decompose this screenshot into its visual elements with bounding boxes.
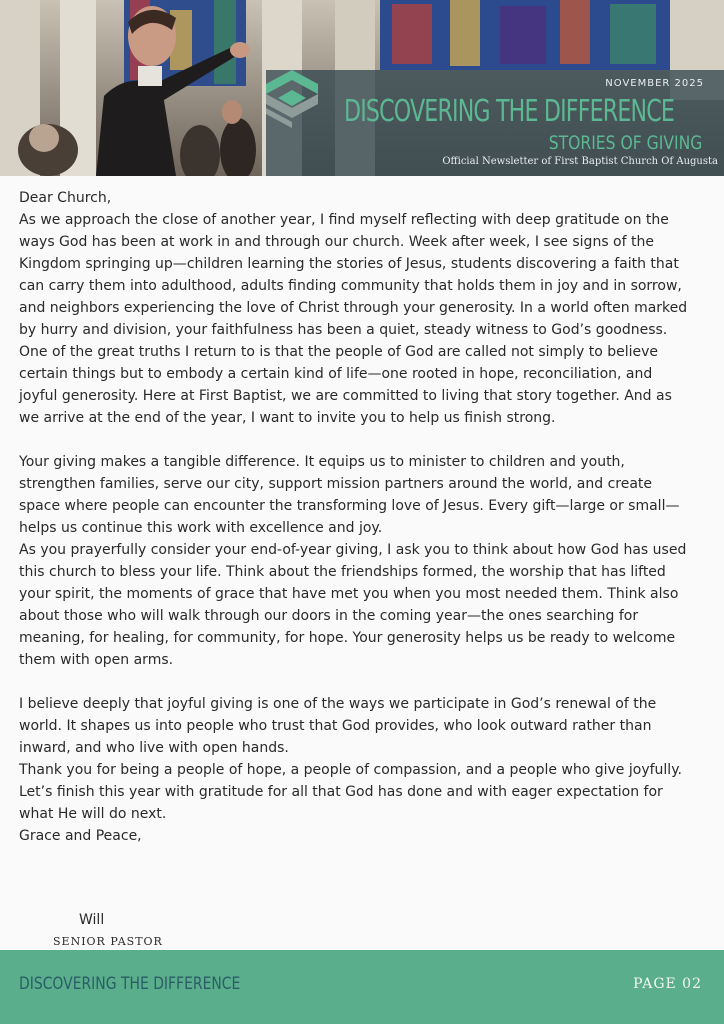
- title-panel: [266, 70, 724, 176]
- newsletter-tagline: Official Newsletter of First Baptist Church Of Augusta: [442, 156, 718, 167]
- signature-name: Will: [79, 912, 105, 928]
- letter-paragraph: Thank you for being a people of hope, a people of compassion, and a people who give joyfully. Let’s finish this year with gratitude for all that God has done and with eager expectation for what He will do next.: [19, 762, 682, 822]
- footer-title: DISCOVERING THE DIFFERENCE: [19, 974, 241, 994]
- paragraph-spacer: [19, 671, 691, 693]
- page-number: PAGE 02: [633, 976, 702, 992]
- letter-paragraph: As you prayerfully consider your end-of-year giving, I ask you to think about how God has used this church to bless your life. Think about the friendships formed, the worship that has lifted your spirit, the moments of grace that have met you when you most needed them. Think also about those who will walk through our doors in the coming year—the ones searching for meaning, for healing, for community, for hope. Your generosity helps us be ready to welcome them with open arms.: [19, 542, 687, 668]
- letter-paragraph: I believe deeply that joyful giving is one of the ways we participate in God’s renewal of the world. It shapes us into people who trust that God provides, who look outward rather than inward, and who live with open hands.: [19, 696, 657, 756]
- church-logo-icon: [266, 70, 318, 128]
- newsletter-title: DISCOVERING THE DIFFERENCE: [344, 94, 675, 129]
- header-banner: [0, 0, 724, 176]
- letter-paragraph: One of the great truths I return to is that the people of God are called not simply to believe certain things but to embody a certain kind of life—one rooted in hope, reconciliation, and joyful generosity. Here at First Baptist, we are committed to living that story together. And as we arrive at the end of the year, I want to invite you to help us finish strong.: [19, 344, 672, 426]
- letter-salutation: Dear Church,: [19, 190, 112, 206]
- signature-title: SENIOR PASTOR: [53, 935, 163, 948]
- newsletter-subtitle: STORIES OF GIVING: [548, 132, 702, 154]
- letter-paragraph: Your giving makes a tangible difference. It equips us to minister to children and youth, strengthen families, serve our city, support mission partners around the world, and create space where people can encounter the transforming love of Jesus. Every gift—large or small—helps us continue this work with excellence and joy.: [19, 454, 680, 536]
- paragraph-spacer: [19, 429, 691, 451]
- letter-paragraph: As we approach the close of another year, I find myself reflecting with deep gratitude on the ways God has been at work in and through our church. Week after week, I see signs of the Kingdom springing up—children learning the stories of Jesus, students discovering a faith that can carry them into adulthood, adults finding community that holds them in joy and in sorrow, and neighbors experiencing the love of Christ through your generosity. In a world often marked by hurry and division, your faithfulness has been a quiet, steady witness to God’s goodness.: [19, 212, 688, 338]
- page-footer: [0, 950, 724, 1024]
- letter-closing: Grace and Peace,: [19, 828, 142, 844]
- pastor-letter: [19, 187, 691, 847]
- issue-date: NOVEMBER 2025: [605, 78, 704, 89]
